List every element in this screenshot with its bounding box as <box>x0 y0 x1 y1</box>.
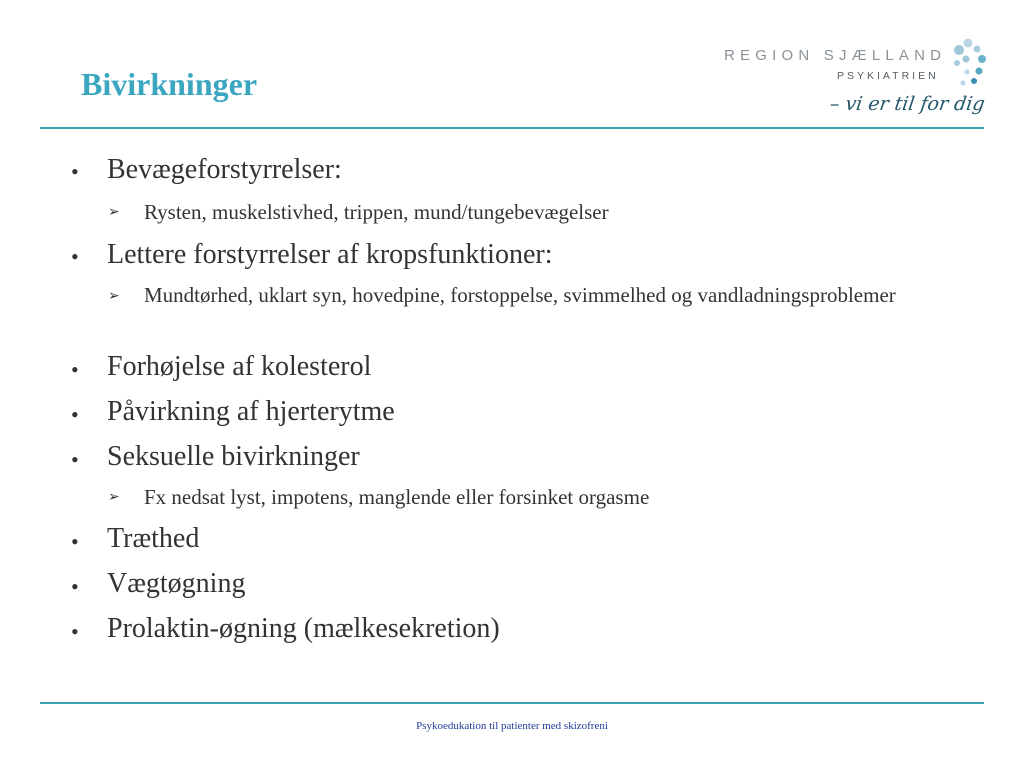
bullet-marker: • <box>71 357 79 382</box>
sub-bullet-item: Rysten, muskelstivhed, trippen, mund/tungebevægelser <box>144 200 609 224</box>
bullet-item: Påvirkning af hjerterytme <box>107 396 395 427</box>
logo-tagline: – vi er til for dig <box>828 93 987 115</box>
bullet-marker: • <box>71 159 79 184</box>
bullet-item: Bevægeforstyrrelser: <box>107 154 342 185</box>
arrow-bullet-icon: ➢ <box>108 288 120 304</box>
bullet-item: Træthed <box>107 523 200 554</box>
bullet-item: Lettere forstyrrelser af kropsfunktioner: <box>107 239 553 270</box>
bullet-item: Prolaktin-øgning (mælkesekretion) <box>107 613 500 644</box>
footer-divider <box>40 702 984 704</box>
bullet-marker: • <box>71 402 79 427</box>
sub-bullet-item: Fx nedsat lyst, impotens, manglende eller forsinket orgasme <box>144 485 650 509</box>
title-divider <box>40 127 984 129</box>
footer-text: Psykoedukation til patienter med skizofreni <box>416 720 608 732</box>
logo-department-text: PSYKIATRIEN <box>837 70 939 82</box>
bullet-marker: • <box>71 244 79 269</box>
bullet-item: Seksuelle bivirkninger <box>107 441 360 472</box>
region-sjaelland-logo <box>720 38 990 128</box>
bullet-marker: • <box>71 529 79 554</box>
bullet-marker: • <box>71 447 79 472</box>
bullet-marker: • <box>71 619 79 644</box>
arrow-bullet-icon: ➢ <box>108 204 120 220</box>
logo-region-text: REGION SJÆLLAND <box>724 47 947 64</box>
logo-dots-icon <box>948 38 990 94</box>
slide-title: Bivirkninger <box>81 66 258 102</box>
arrow-bullet-icon: ➢ <box>108 489 120 505</box>
bullet-item: Vægtøgning <box>107 568 246 599</box>
bullet-marker: • <box>71 574 79 599</box>
bullet-item: Forhøjelse af kolesterol <box>107 351 372 382</box>
sub-bullet-item: Mundtørhed, uklart syn, hovedpine, forstoppelse, svimmelhed og vandladningsproblemer <box>144 283 896 307</box>
